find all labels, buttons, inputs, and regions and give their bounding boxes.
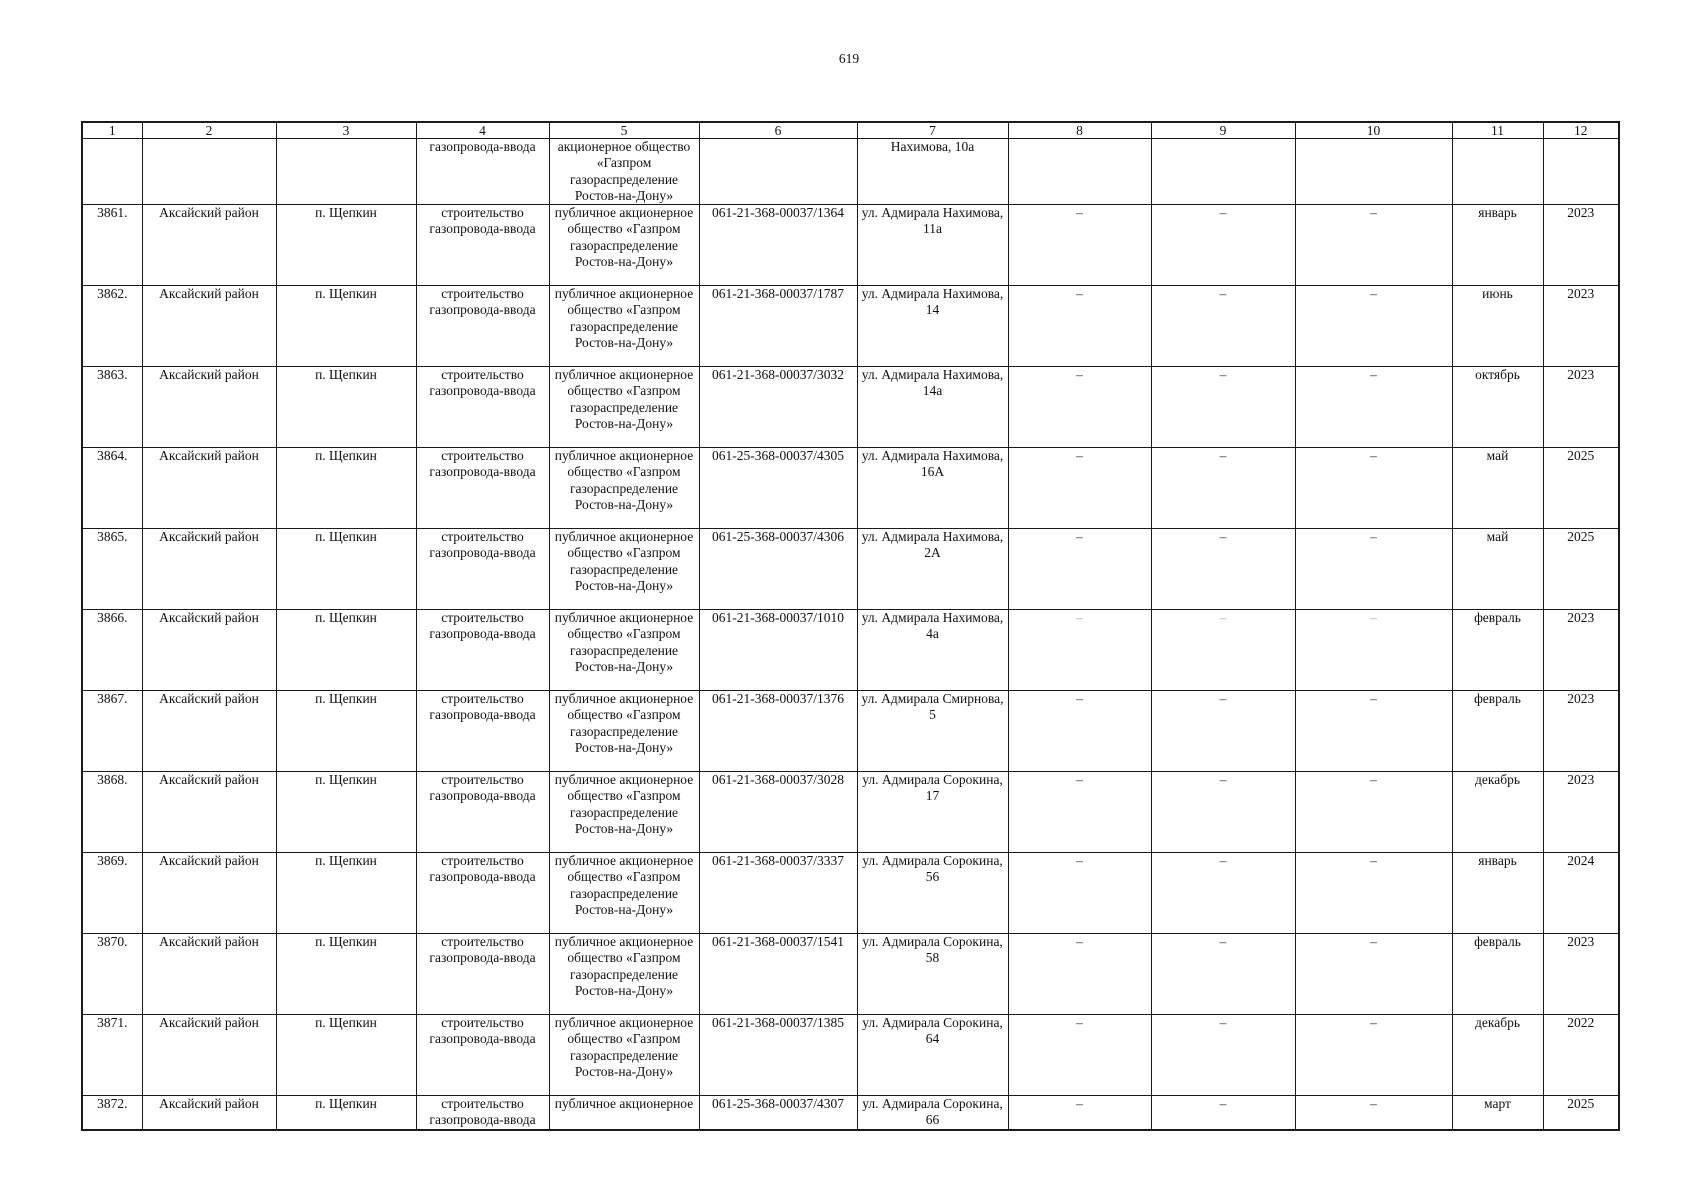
cell-address: ул. Адмирала Нахимова, 16А [857, 448, 1008, 529]
registry-table [81, 121, 1620, 1131]
cell-owner: акционерное общество «Газпром газораспределение Ростов-на-Дону» [549, 139, 699, 205]
cell-owner: публичное акционерное общество «Газпром газораспределение Ростов-на-Дону» [549, 853, 699, 934]
table-row [82, 691, 1619, 772]
cell-year: 2023 [1543, 286, 1619, 367]
column-header-10: 10 [1295, 122, 1452, 139]
column-header-3: 3 [276, 122, 416, 139]
cell-code: 061-25-368-00037/4305 [699, 448, 857, 529]
cell-col-9: – [1151, 1015, 1295, 1096]
cell-col-10: – [1295, 286, 1452, 367]
cell-col-8: – [1008, 367, 1151, 448]
cell-settlement: п. Щепкин [276, 1015, 416, 1096]
cell-settlement: п. Щепкин [276, 286, 416, 367]
cell-code: 061-21-368-00037/1541 [699, 934, 857, 1015]
cell-col-10: – [1295, 853, 1452, 934]
cell-year: 2022 [1543, 1015, 1619, 1096]
cell-address: ул. Адмирала Сорокина, 17 [857, 772, 1008, 853]
cell-year: 2023 [1543, 934, 1619, 1015]
column-header-9: 9 [1151, 122, 1295, 139]
cell-number: 3866. [82, 610, 142, 691]
table-row [82, 529, 1619, 610]
cell-work-type: строительство газопровода-ввода [416, 529, 549, 610]
cell-code: 061-21-368-00037/1364 [699, 205, 857, 286]
column-header-12: 12 [1543, 122, 1619, 139]
cell-settlement: п. Щепкин [276, 529, 416, 610]
table-row [82, 610, 1619, 691]
cell-owner: публичное акционерное общество «Газпром газораспределение Ростов-на-Дону» [549, 772, 699, 853]
cell-work-type: строительство газопровода-ввода [416, 1096, 549, 1130]
cell-code: 061-21-368-00037/1010 [699, 610, 857, 691]
cell-col-8: – [1008, 448, 1151, 529]
table-row [82, 772, 1619, 853]
cell-year: 2023 [1543, 367, 1619, 448]
cell-month: май [1452, 529, 1543, 610]
cell-work-type: газопровода-ввода [416, 139, 549, 205]
cell-settlement: п. Щепкин [276, 205, 416, 286]
cell-month [1452, 139, 1543, 205]
table-header [82, 122, 1619, 139]
cell-col-8: – [1008, 1096, 1151, 1130]
cell-year: 2025 [1543, 1096, 1619, 1130]
header-row [82, 122, 1619, 139]
cell-col-9: – [1151, 772, 1295, 853]
cell-address: ул. Адмирала Нахимова, 2А [857, 529, 1008, 610]
cell-number: 3863. [82, 367, 142, 448]
cell-month: июнь [1452, 286, 1543, 367]
cell-owner: публичное акционерное общество «Газпром газораспределение Ростов-на-Дону» [549, 934, 699, 1015]
cell-col-8 [1008, 139, 1151, 205]
cell-district: Аксайский район [142, 367, 276, 448]
table-row [82, 448, 1619, 529]
cell-col-9: – [1151, 853, 1295, 934]
cell-number: 3867. [82, 691, 142, 772]
cell-col-10: – [1295, 1096, 1452, 1130]
cell-month: февраль [1452, 691, 1543, 772]
cell-col-10: – [1295, 367, 1452, 448]
cell-year: 2023 [1543, 772, 1619, 853]
cell-district: Аксайский район [142, 691, 276, 772]
cell-owner: публичное акционерное общество «Газпром газораспределение Ростов-на-Дону» [549, 205, 699, 286]
cell-col-10: – [1295, 1015, 1452, 1096]
table-row [82, 1096, 1619, 1130]
cell-month: февраль [1452, 934, 1543, 1015]
cell-col-9: – [1151, 448, 1295, 529]
table-row [82, 1015, 1619, 1096]
cell-address: ул. Адмирала Сорокина, 56 [857, 853, 1008, 934]
cell-owner: публичное акционерное общество «Газпром газораспределение Ростов-на-Дону» [549, 529, 699, 610]
cell-col-1 [82, 139, 142, 205]
cell-owner: публичное акционерное общество «Газпром газораспределение Ростов-на-Дону» [549, 286, 699, 367]
cell-code: 061-21-368-00037/3337 [699, 853, 857, 934]
table-row [82, 286, 1619, 367]
cell-year: 2025 [1543, 448, 1619, 529]
cell-col-9: – [1151, 610, 1295, 691]
cell-number: 3870. [82, 934, 142, 1015]
cell-number: 3868. [82, 772, 142, 853]
cell-year: 2023 [1543, 205, 1619, 286]
cell-settlement: п. Щепкин [276, 853, 416, 934]
continuation-row [82, 139, 1619, 205]
cell-number: 3862. [82, 286, 142, 367]
cell-address: Нахимова, 10а [857, 139, 1008, 205]
cell-col-3 [276, 139, 416, 205]
cell-col-10: – [1295, 205, 1452, 286]
cell-settlement: п. Щепкин [276, 448, 416, 529]
column-header-1: 1 [82, 122, 142, 139]
cell-owner: публичное акционерное общество «Газпром газораспределение Ростов-на-Дону» [549, 1015, 699, 1096]
cell-district: Аксайский район [142, 610, 276, 691]
cell-district: Аксайский район [142, 286, 276, 367]
cell-work-type: строительство газопровода-ввода [416, 367, 549, 448]
cell-district: Аксайский район [142, 934, 276, 1015]
cell-code: 061-21-368-00037/1376 [699, 691, 857, 772]
cell-settlement: п. Щепкин [276, 367, 416, 448]
cell-col-9: – [1151, 1096, 1295, 1130]
cell-address: ул. Адмирала Нахимова, 11а [857, 205, 1008, 286]
cell-owner: публичное акционерное общество «Газпром газораспределение Ростов-на-Дону» [549, 367, 699, 448]
cell-settlement: п. Щепкин [276, 1096, 416, 1130]
cell-col-8: – [1008, 610, 1151, 691]
cell-work-type: строительство газопровода-ввода [416, 448, 549, 529]
cell-year: 2025 [1543, 529, 1619, 610]
cell-owner: публичное акционерное общество «Газпром газораспределение Ростов-на-Дону» [549, 448, 699, 529]
cell-address: ул. Адмирала Нахимова, 14а [857, 367, 1008, 448]
column-header-2: 2 [142, 122, 276, 139]
cell-col-8: – [1008, 772, 1151, 853]
cell-address: ул. Адмирала Нахимова, 14 [857, 286, 1008, 367]
table-row [82, 853, 1619, 934]
cell-col-10: – [1295, 529, 1452, 610]
cell-number: 3861. [82, 205, 142, 286]
cell-month: декабрь [1452, 772, 1543, 853]
cell-month: январь [1452, 853, 1543, 934]
cell-month: январь [1452, 205, 1543, 286]
cell-year: 2023 [1543, 610, 1619, 691]
cell-work-type: строительство газопровода-ввода [416, 691, 549, 772]
cell-col-10: – [1295, 610, 1452, 691]
cell-work-type: строительство газопровода-ввода [416, 205, 549, 286]
column-header-7: 7 [857, 122, 1008, 139]
cell-col-9: – [1151, 529, 1295, 610]
cell-year: 2024 [1543, 853, 1619, 934]
cell-col-8: – [1008, 934, 1151, 1015]
cell-district: Аксайский район [142, 1015, 276, 1096]
cell-district: Аксайский район [142, 853, 276, 934]
cell-col-8: – [1008, 205, 1151, 286]
cell-col-8: – [1008, 286, 1151, 367]
column-header-4: 4 [416, 122, 549, 139]
cell-col-9 [1151, 139, 1295, 205]
table-row [82, 205, 1619, 286]
cell-number: 3864. [82, 448, 142, 529]
column-header-8: 8 [1008, 122, 1151, 139]
cell-code: 061-21-368-00037/3028 [699, 772, 857, 853]
cell-number: 3872. [82, 1096, 142, 1130]
cell-col-8: – [1008, 691, 1151, 772]
cell-col-8: – [1008, 853, 1151, 934]
cell-district: Аксайский район [142, 1096, 276, 1130]
cell-district: Аксайский район [142, 448, 276, 529]
cell-owner: публичное акционерное общество «Газпром газораспределение Ростов-на-Дону» [549, 691, 699, 772]
cell-month: май [1452, 448, 1543, 529]
cell-address: ул. Адмирала Смирнова, 5 [857, 691, 1008, 772]
table-body [82, 139, 1619, 1130]
cell-settlement: п. Щепкин [276, 934, 416, 1015]
cell-year: 2023 [1543, 691, 1619, 772]
cell-col-9: – [1151, 691, 1295, 772]
cell-address: ул. Адмирала Сорокина, 64 [857, 1015, 1008, 1096]
cell-code: 061-25-368-00037/4307 [699, 1096, 857, 1130]
cell-month: март [1452, 1096, 1543, 1130]
cell-address: ул. Адмирала Сорокина, 66 [857, 1096, 1008, 1130]
cell-address: ул. Адмирала Сорокина, 58 [857, 934, 1008, 1015]
cell-code: 061-21-368-00037/1787 [699, 286, 857, 367]
cell-col-10: – [1295, 772, 1452, 853]
column-header-6: 6 [699, 122, 857, 139]
cell-owner: публичное акционерное [549, 1096, 699, 1130]
cell-col-9: – [1151, 367, 1295, 448]
cell-address: ул. Адмирала Нахимова, 4а [857, 610, 1008, 691]
cell-work-type: строительство газопровода-ввода [416, 1015, 549, 1096]
cell-col-10 [1295, 139, 1452, 205]
cell-col-8: – [1008, 529, 1151, 610]
cell-col-10: – [1295, 691, 1452, 772]
cell-month: февраль [1452, 610, 1543, 691]
cell-col-9: – [1151, 934, 1295, 1015]
cell-code: 061-25-368-00037/4306 [699, 529, 857, 610]
cell-work-type: строительство газопровода-ввода [416, 286, 549, 367]
table-row [82, 934, 1619, 1015]
cell-col-9: – [1151, 205, 1295, 286]
cell-code [699, 139, 857, 205]
cell-district: Аксайский район [142, 772, 276, 853]
cell-owner: публичное акционерное общество «Газпром газораспределение Ростов-на-Дону» [549, 610, 699, 691]
cell-month: октябрь [1452, 367, 1543, 448]
cell-col-2 [142, 139, 276, 205]
cell-work-type: строительство газопровода-ввода [416, 853, 549, 934]
cell-number: 3871. [82, 1015, 142, 1096]
cell-district: Аксайский район [142, 529, 276, 610]
cell-col-10: – [1295, 448, 1452, 529]
cell-work-type: строительство газопровода-ввода [416, 772, 549, 853]
column-header-11: 11 [1452, 122, 1543, 139]
cell-settlement: п. Щепкин [276, 610, 416, 691]
cell-district: Аксайский район [142, 205, 276, 286]
cell-year [1543, 139, 1619, 205]
page-number: 619 [838, 51, 860, 66]
cell-number: 3869. [82, 853, 142, 934]
cell-settlement: п. Щепкин [276, 772, 416, 853]
cell-month: декабрь [1452, 1015, 1543, 1096]
cell-work-type: строительство газопровода-ввода [416, 610, 549, 691]
cell-work-type: строительство газопровода-ввода [416, 934, 549, 1015]
cell-number: 3865. [82, 529, 142, 610]
column-header-5: 5 [549, 122, 699, 139]
cell-settlement: п. Щепкин [276, 691, 416, 772]
cell-code: 061-21-368-00037/3032 [699, 367, 857, 448]
table-row [82, 367, 1619, 448]
cell-col-10: – [1295, 934, 1452, 1015]
cell-col-9: – [1151, 286, 1295, 367]
cell-code: 061-21-368-00037/1385 [699, 1015, 857, 1096]
cell-col-8: – [1008, 1015, 1151, 1096]
